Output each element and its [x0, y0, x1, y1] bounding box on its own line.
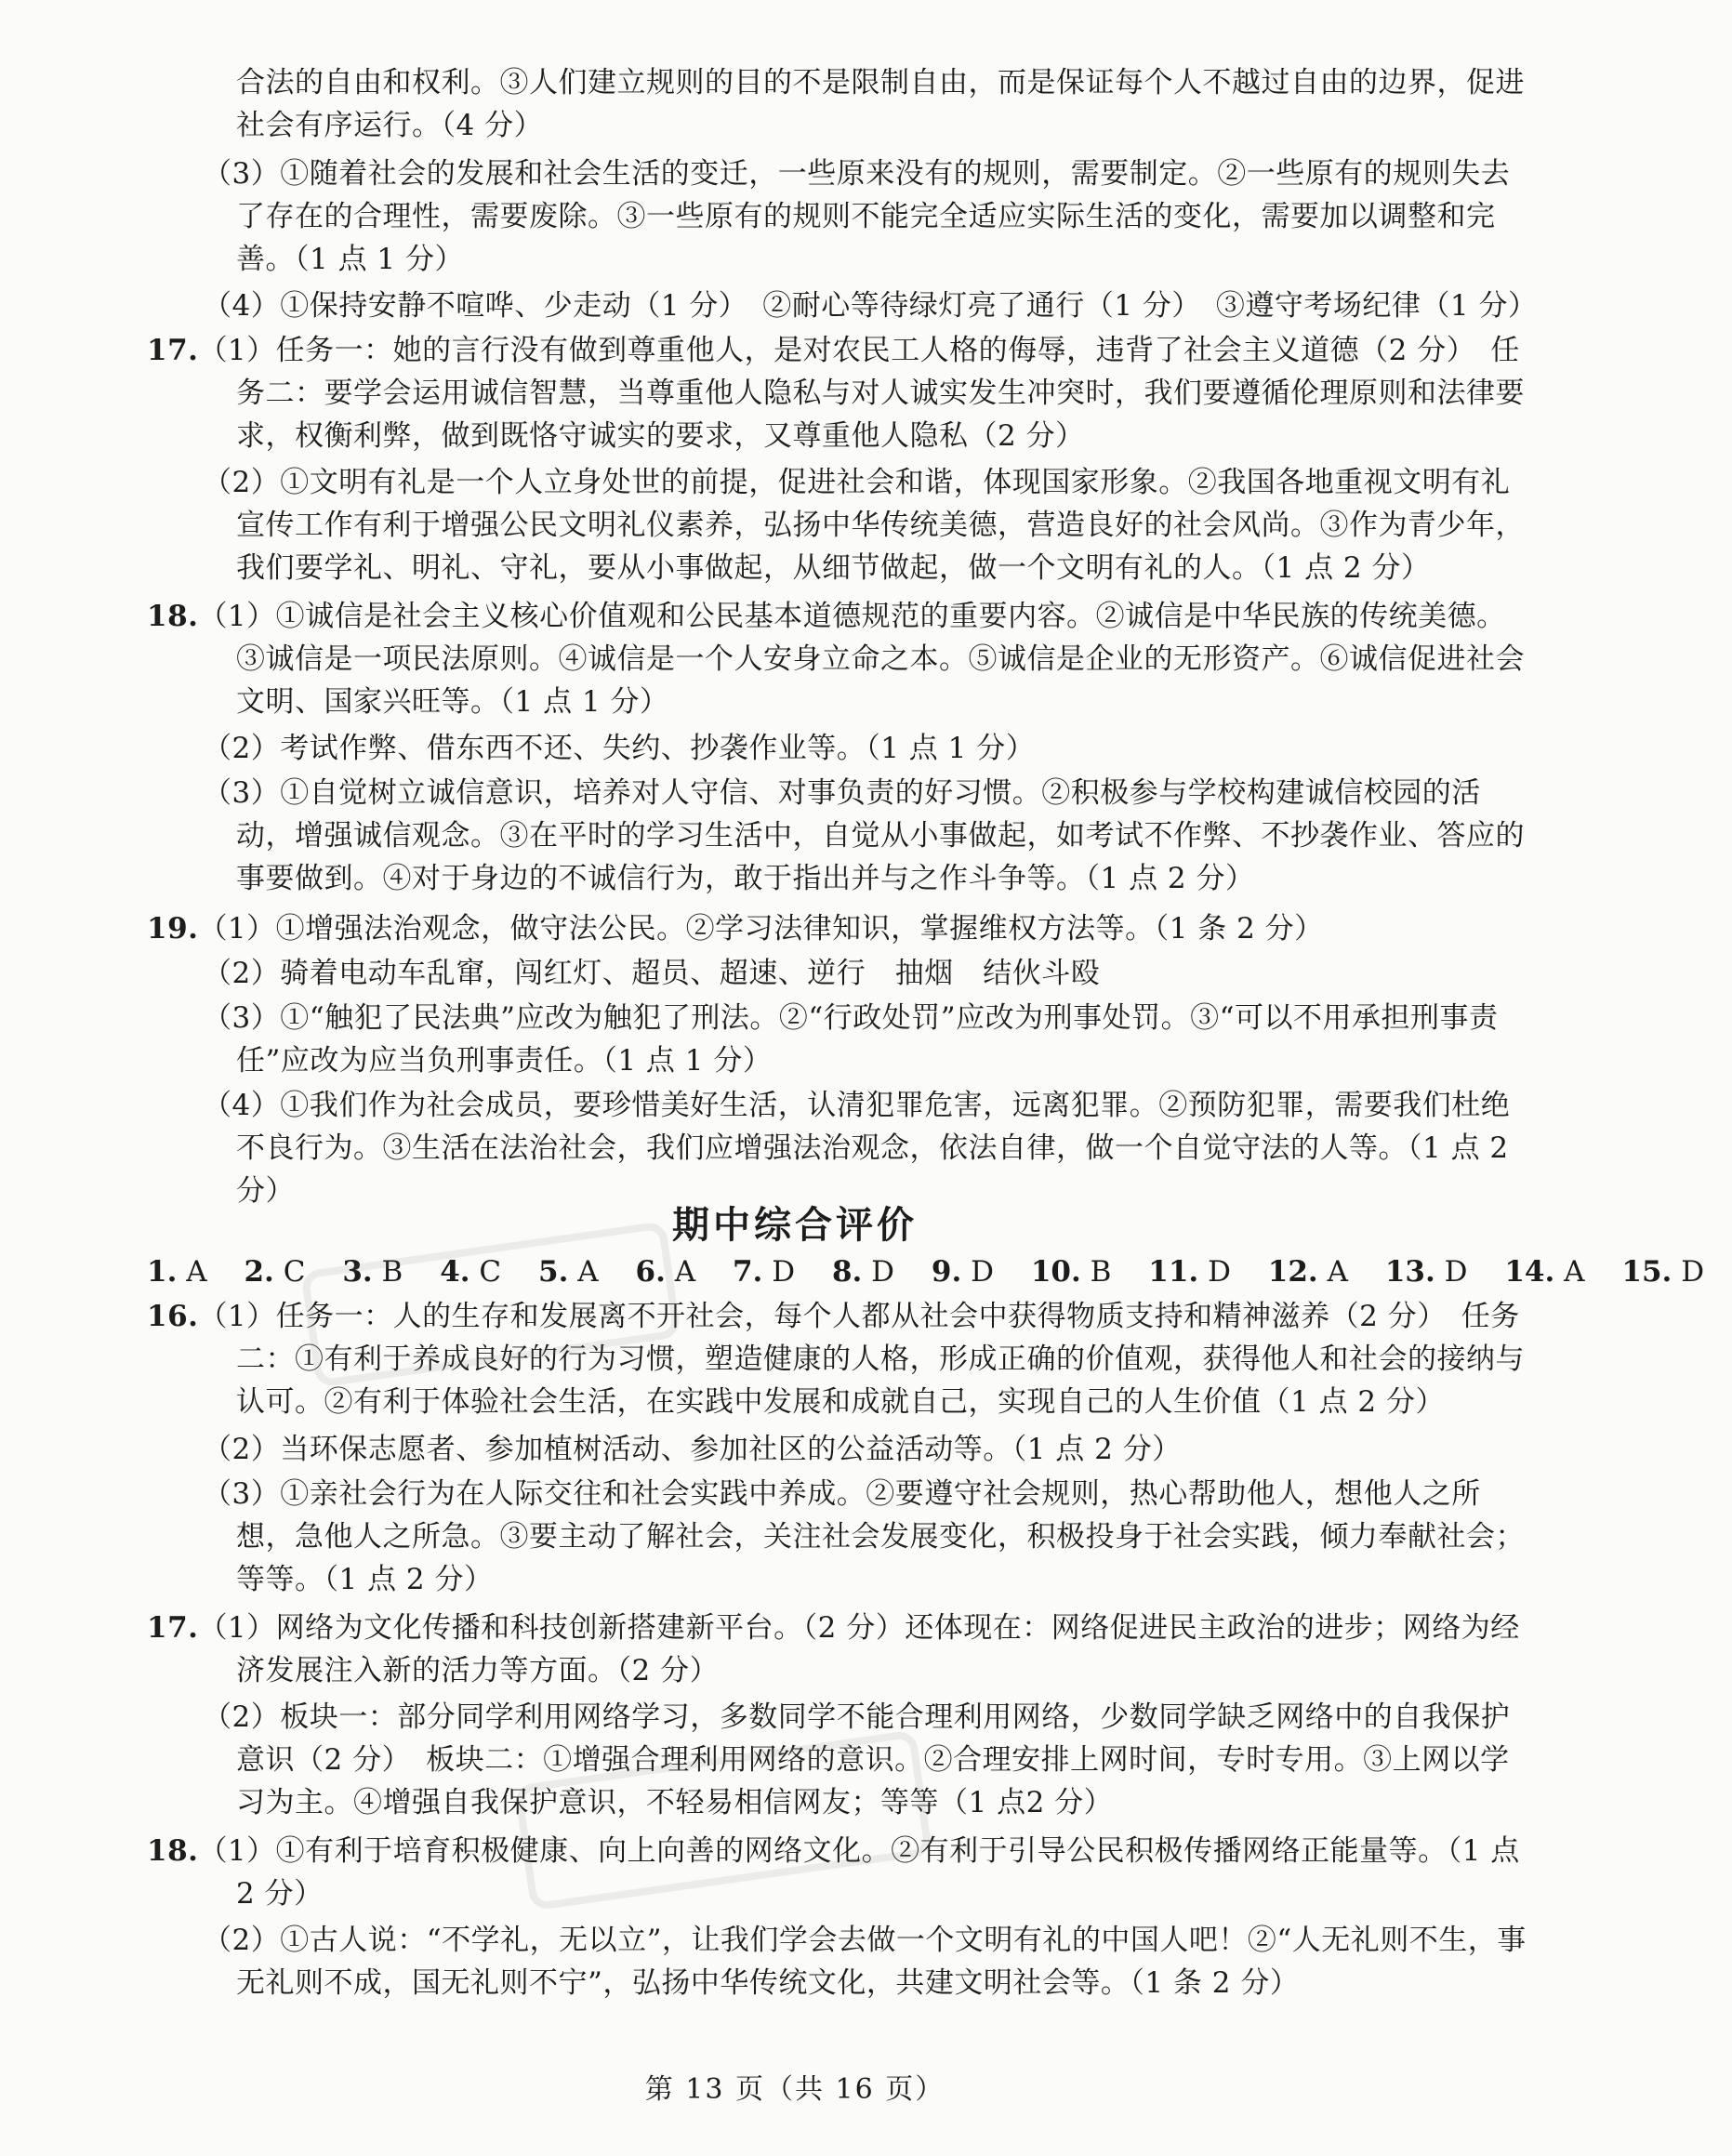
mid-q16-part2: （2）当环保志愿者、参加植树活动、参加社区的公益活动等。（1 点 2 分） [203, 1433, 1182, 1466]
q19-part2: （2）骑着电动车乱窜，闯红灯、超员、超速、逆行 抽烟 结伙斗殴 [203, 957, 1101, 990]
question-number: 16. [147, 1300, 199, 1333]
question-number: 19. [147, 912, 199, 946]
page-footer: 第 13 页（共 16 页） [644, 2073, 945, 2106]
q18-prev-part1: 18.（1）①诚信是社会主义核心价值观和公民基本道德规范的重要内容。②诚信是中华民族的传统美德。③诚信是一项民法原则。④诚信是一个人安身立命之本。⑤诚信是企业的无形资产。⑥诚信促进社会文明、国家兴旺等。（1 点 1 分） [147, 600, 1525, 719]
mc-answer: 4. C [440, 1255, 502, 1289]
q17-prev-part2: （2）①文明有礼是一个人立身处世的前提，促进社会和谐，体现国家形象。②我国各地重视文明有礼宣传工作有利于增强公民文明礼仪素养，弘扬中华传统美德，营造良好的社会风尚。③作为青少年，我们要学礼、明礼、守礼，要从小事做起，从细节做起，做一个文明有礼的人。（1 点 2 分） [203, 466, 1525, 585]
mc-answer: 15. D [1621, 1255, 1705, 1289]
mc-answer: 13. D [1384, 1255, 1468, 1289]
mc-answer: 6. A [635, 1255, 696, 1289]
mid-q17-part2: （2）板块一：部分同学利用网络学习，多数同学不能合理利用网络，少数同学缺乏网络中的自我保护意识（2 分） 板块二：①增强合理利用网络的意识。②合理安排上网时间，专时专用。③上网以学习为主。④增强自我保护意识，不轻易相信网友；等等（1 点2 分） [203, 1700, 1511, 1819]
section-title: 期中综合评价 [672, 1203, 918, 1247]
question-number: 17. [147, 334, 199, 367]
mc-answer: 3. B [342, 1255, 403, 1289]
mc-answer: 1. A [147, 1255, 207, 1289]
mc-answer: 8. D [831, 1255, 895, 1289]
question-number: 17. [147, 1611, 199, 1645]
q19-part1: 19.（1）①增强法治观念，做守法公民。②学习法律知识，掌握维权方法等。（1 条 2 分） [147, 912, 1324, 946]
question-number: 18. [147, 1834, 199, 1868]
q16-prev-part3: （3）①随着社会的发展和社会生活的变迁，一些原来没有的规则，需要制定。②一些原有的规则失去了存在的合理性，需要废除。③一些原有的规则不能完全适应实际生活的变化，需要加以调整和完善。（1 点 1 分） [203, 157, 1511, 276]
mc-answer: 12. A [1267, 1255, 1348, 1289]
continuation-paragraph: 合法的自由和权利。③人们建立规则的目的不是限制自由，而是保证每个人不越过自由的边界，促进社会有序运行。（4 分） [236, 66, 1525, 142]
q18-prev-part3: （3）①自觉树立诚信意识，培养对人守信、对事负责的好习惯。②积极参与学校构建诚信校园的活动，增强诚信观念。③在平时的学习生活中，自觉从小事做起，如考试不作弊、不抄袭作业、答应的事要做到。④对于身边的不诚信行为，敢于指出并与之作斗争等。（1 点 2 分） [203, 776, 1525, 895]
mid-q18-part2: （2）①古人说：“不学礼，无以立”，让我们学会去做一个文明有礼的中国人吧！②“人无礼则不生，事无礼则不成，国无礼则不宁”，弘扬中华传统文化，共建文明社会等。（1 条 2 分） [203, 1924, 1527, 2000]
mc-answer: 9. D [931, 1255, 994, 1289]
q18-prev-part2: （2）考试作弊、借东西不还、失约、抄袭作业等。（1 点 1 分） [203, 732, 1036, 765]
mc-answer: 14. A [1504, 1255, 1585, 1289]
mc-answer: 11. D [1148, 1255, 1231, 1289]
mc-answer: 7. D [732, 1255, 796, 1289]
q16-prev-part4: （4）①保持安静不喧哗、少走动（1 分） ②耐心等待绿灯亮了通行（1 分） ③遵守考场纪律（1 分） [203, 289, 1538, 323]
mc-answer: 2. C [244, 1255, 306, 1289]
question-number: 18. [147, 600, 199, 633]
mc-answer: 10. B [1030, 1255, 1112, 1289]
mid-q16-part1: 16.（1）任务一：人的生存和发展离不开社会，每个人都从社会中获得物质支持和精神滋养（2 分） 任务二：①有利于养成良好的行为习惯，塑造健康的人格，形成正确的价值观，获得他人和社会的接纳与认可。②有利于体验社会生活，在实践中发展和成就自己，实现自己的人生价值（1 点 2 分） [147, 1300, 1525, 1419]
q19-part4: （4）①我们作为社会成员，要珍惜美好生活，认清犯罪危害，远离犯罪。②预防犯罪，需要我们杜绝不良行为。③生活在法治社会，我们应增强法治观念，依法自律，做一个自觉守法的人等。（1 点 2 分） [203, 1089, 1511, 1208]
q17-prev-part1: 17.（1）任务一：她的言行没有做到尊重他人，是对农民工人格的侮辱，违背了社会主义道德（2 分） 任务二：要学会运用诚信智慧，当尊重他人隐私与对人诚实发生冲突时，我们要遵循伦理原则和法律要求，权衡利弊，做到既恪守诚实的要求，又尊重他人隐私（2 分） [147, 334, 1525, 453]
mid-q17-part1: 17.（1）网络为文化传播和科技创新搭建新平台。（2 分）还体现在：网络促进民主政治的进步；网络为经济发展注入新的活力等方面。（2 分） [147, 1611, 1520, 1687]
mc-answer: 5. A [538, 1255, 599, 1289]
mid-q16-part3: （3）①亲社会行为在人际交往和社会实践中养成。②要遵守社会规则，热心帮助他人，想他人之所想，急他人之所急。③要主动了解社会，关注社会发展变化，积极投身于社会实践，倾力奉献社会；等等。（1 点 2 分） [203, 1477, 1525, 1596]
q19-part3: （3）①“触犯了民法典”应改为触犯了刑法。②“行政处罚”应改为刑事处罚。③“可以不用承担刑事责任”应改为应当负刑事责任。（1 点 1 分） [203, 1001, 1499, 1078]
mid-q18-part1: 18.（1）①有利于培育积极健康、向上向善的网络文化。②有利于引导公民积极传播网络正能量等。（1 点 2 分） [147, 1834, 1520, 1911]
